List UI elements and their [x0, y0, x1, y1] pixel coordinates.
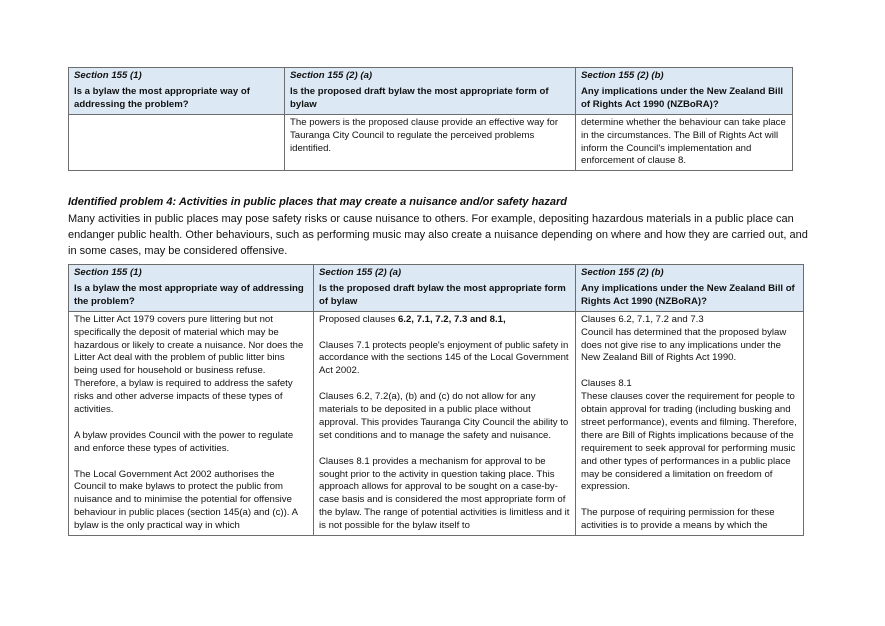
table-row: [69, 311, 804, 535]
header-cell-section-155-1: [69, 265, 314, 312]
section-label: Section 155 (1): [74, 267, 142, 278]
header-question: Is the proposed draft bylaw the most appropriate form of bylaw: [290, 85, 549, 110]
header-cell-section-155-1: [69, 68, 285, 115]
section-label: Section 155 (2) (b): [581, 70, 664, 81]
clause-heading: Clauses 6.2, 7.1, 7.2 and 7.3: [581, 313, 704, 325]
header-question: Any implications under the New Zealand Bill of Rights Act 1990 (NZBoRA)?: [581, 282, 795, 307]
table-cell-form-of-bylaw: [314, 311, 576, 535]
paragraph: [319, 314, 570, 327]
clause-heading: Clauses 8.1: [581, 378, 632, 390]
header-question: Is a bylaw the most appropriate way of addressing the problem?: [74, 85, 250, 110]
problem-4-heading: Identified problem 4: Activities in public places that may create a nuisance and/or safety hazard: [68, 196, 568, 208]
paragraph: The purpose of requiring permission for these activities is to provide a means by which the: [581, 507, 775, 532]
table-header-row: [69, 68, 793, 115]
table-cell-form-of-bylaw: The powers is the proposed clause provide an effective way for Tauranga City Council to regulate the perceived problems identified.: [285, 114, 576, 171]
header-cell-section-155-2b: [576, 68, 793, 115]
header-question: Is the proposed draft bylaw the most appropriate form of bylaw: [319, 282, 566, 307]
section-label: Section 155 (2) (a): [290, 70, 373, 81]
header-question: Any implications under the New Zealand Bill of Rights Act 1990 (NZBoRA)?: [581, 85, 784, 110]
paragraph: The Litter Act 1979 covers pure littering but not specifically the deposit of material which may be hazardous or likely to create a nuisance. Nor does the Litter Act deal with the problem of public litter bins being used for household or business refuse. Therefore, a bylaw is required to address the safety risks and other adverse impacts of these types of activities.: [74, 313, 304, 416]
nzbora-assessment-table-continued: [68, 67, 793, 171]
table-row: [69, 114, 793, 171]
paragraph: Clauses 7.1 protects people's enjoyment of public safety in accordance with the sections 145 of the Local Government Act 2002.: [319, 339, 569, 377]
paragraph: A bylaw provides Council with the power to regulate and enforce these types of activities.: [74, 429, 294, 454]
table-cell-empty: [69, 114, 285, 171]
table-cell-nzbora: determine whether the behaviour can take place in the circumstances. The Bill of Rights Act will inform the Council's implementation and enforcement of clause 8.: [576, 114, 793, 171]
paragraph: Clauses 8.1 provides a mechanism for approval to be sought prior to the activity in question taking place. This approach allows for approval to be sought on a case-by-case basis and is considered the most appropriate form of the bylaw. The range of potential activities is limitless and it is not possible for the bylaw itself to: [319, 455, 570, 532]
section-label: Section 155 (2) (a): [319, 267, 402, 278]
section-label: Section 155 (2) (b): [581, 267, 664, 278]
table-cell-nzbora: [576, 311, 804, 535]
paragraph: Clauses 6.2, 7.2(a), (b) and (c) do not allow for any materials to be deposited in a public place without approval. This provides Tauranga City Council the ability to set conditions and to manage the safety and nuisance.: [319, 391, 569, 441]
proposed-clauses-list: 6.2, 7.1, 7.2, 7.3 and 8.1,: [397, 313, 506, 325]
clause-body: These clauses cover the requirement for people to obtain approval for trading (including busking and street performance), events and filming. Therefore, there are Bill of Rights implications because of the requirement to seek approval for performing music and other types of performances in a public place may be considered a limitation on freedom of expression.: [581, 391, 797, 493]
clause-body: Council has determined that the proposed bylaw does not give rise to any implications under the New Zealand Bill of Rights Act 1990.: [581, 326, 787, 364]
header-question: Is a bylaw the most appropriate way of addressing the problem?: [74, 282, 304, 307]
table-header-row: [69, 265, 804, 312]
paragraph: [581, 314, 798, 366]
proposed-clauses-label: Proposed clauses: [319, 313, 398, 325]
problem-4-assessment-table: [68, 264, 804, 536]
header-cell-section-155-2b: [576, 265, 804, 312]
header-cell-section-155-2a: [314, 265, 576, 312]
paragraph: [581, 378, 798, 494]
section-label: Section 155 (1): [74, 70, 142, 81]
paragraph: The Local Government Act 2002 authorises the Council to make bylaws to protect the public from nuisance and to minimise the potential for offensive behaviour in public places (section 145(a) and (c)). A bylaw is the only practical way in which: [74, 468, 298, 532]
problem-4-intro: Many activities in public places may pose safety risks or cause nuisance to others. For example, depositing hazardous materials in a public place can endanger public health. Other behaviours, such as performing music may also create a nuisance depending on where and how they are carried out, and in some cases, may be considered offensive.: [68, 213, 808, 257]
header-cell-section-155-2a: [285, 68, 576, 115]
table-cell-appropriateness: [69, 311, 314, 535]
